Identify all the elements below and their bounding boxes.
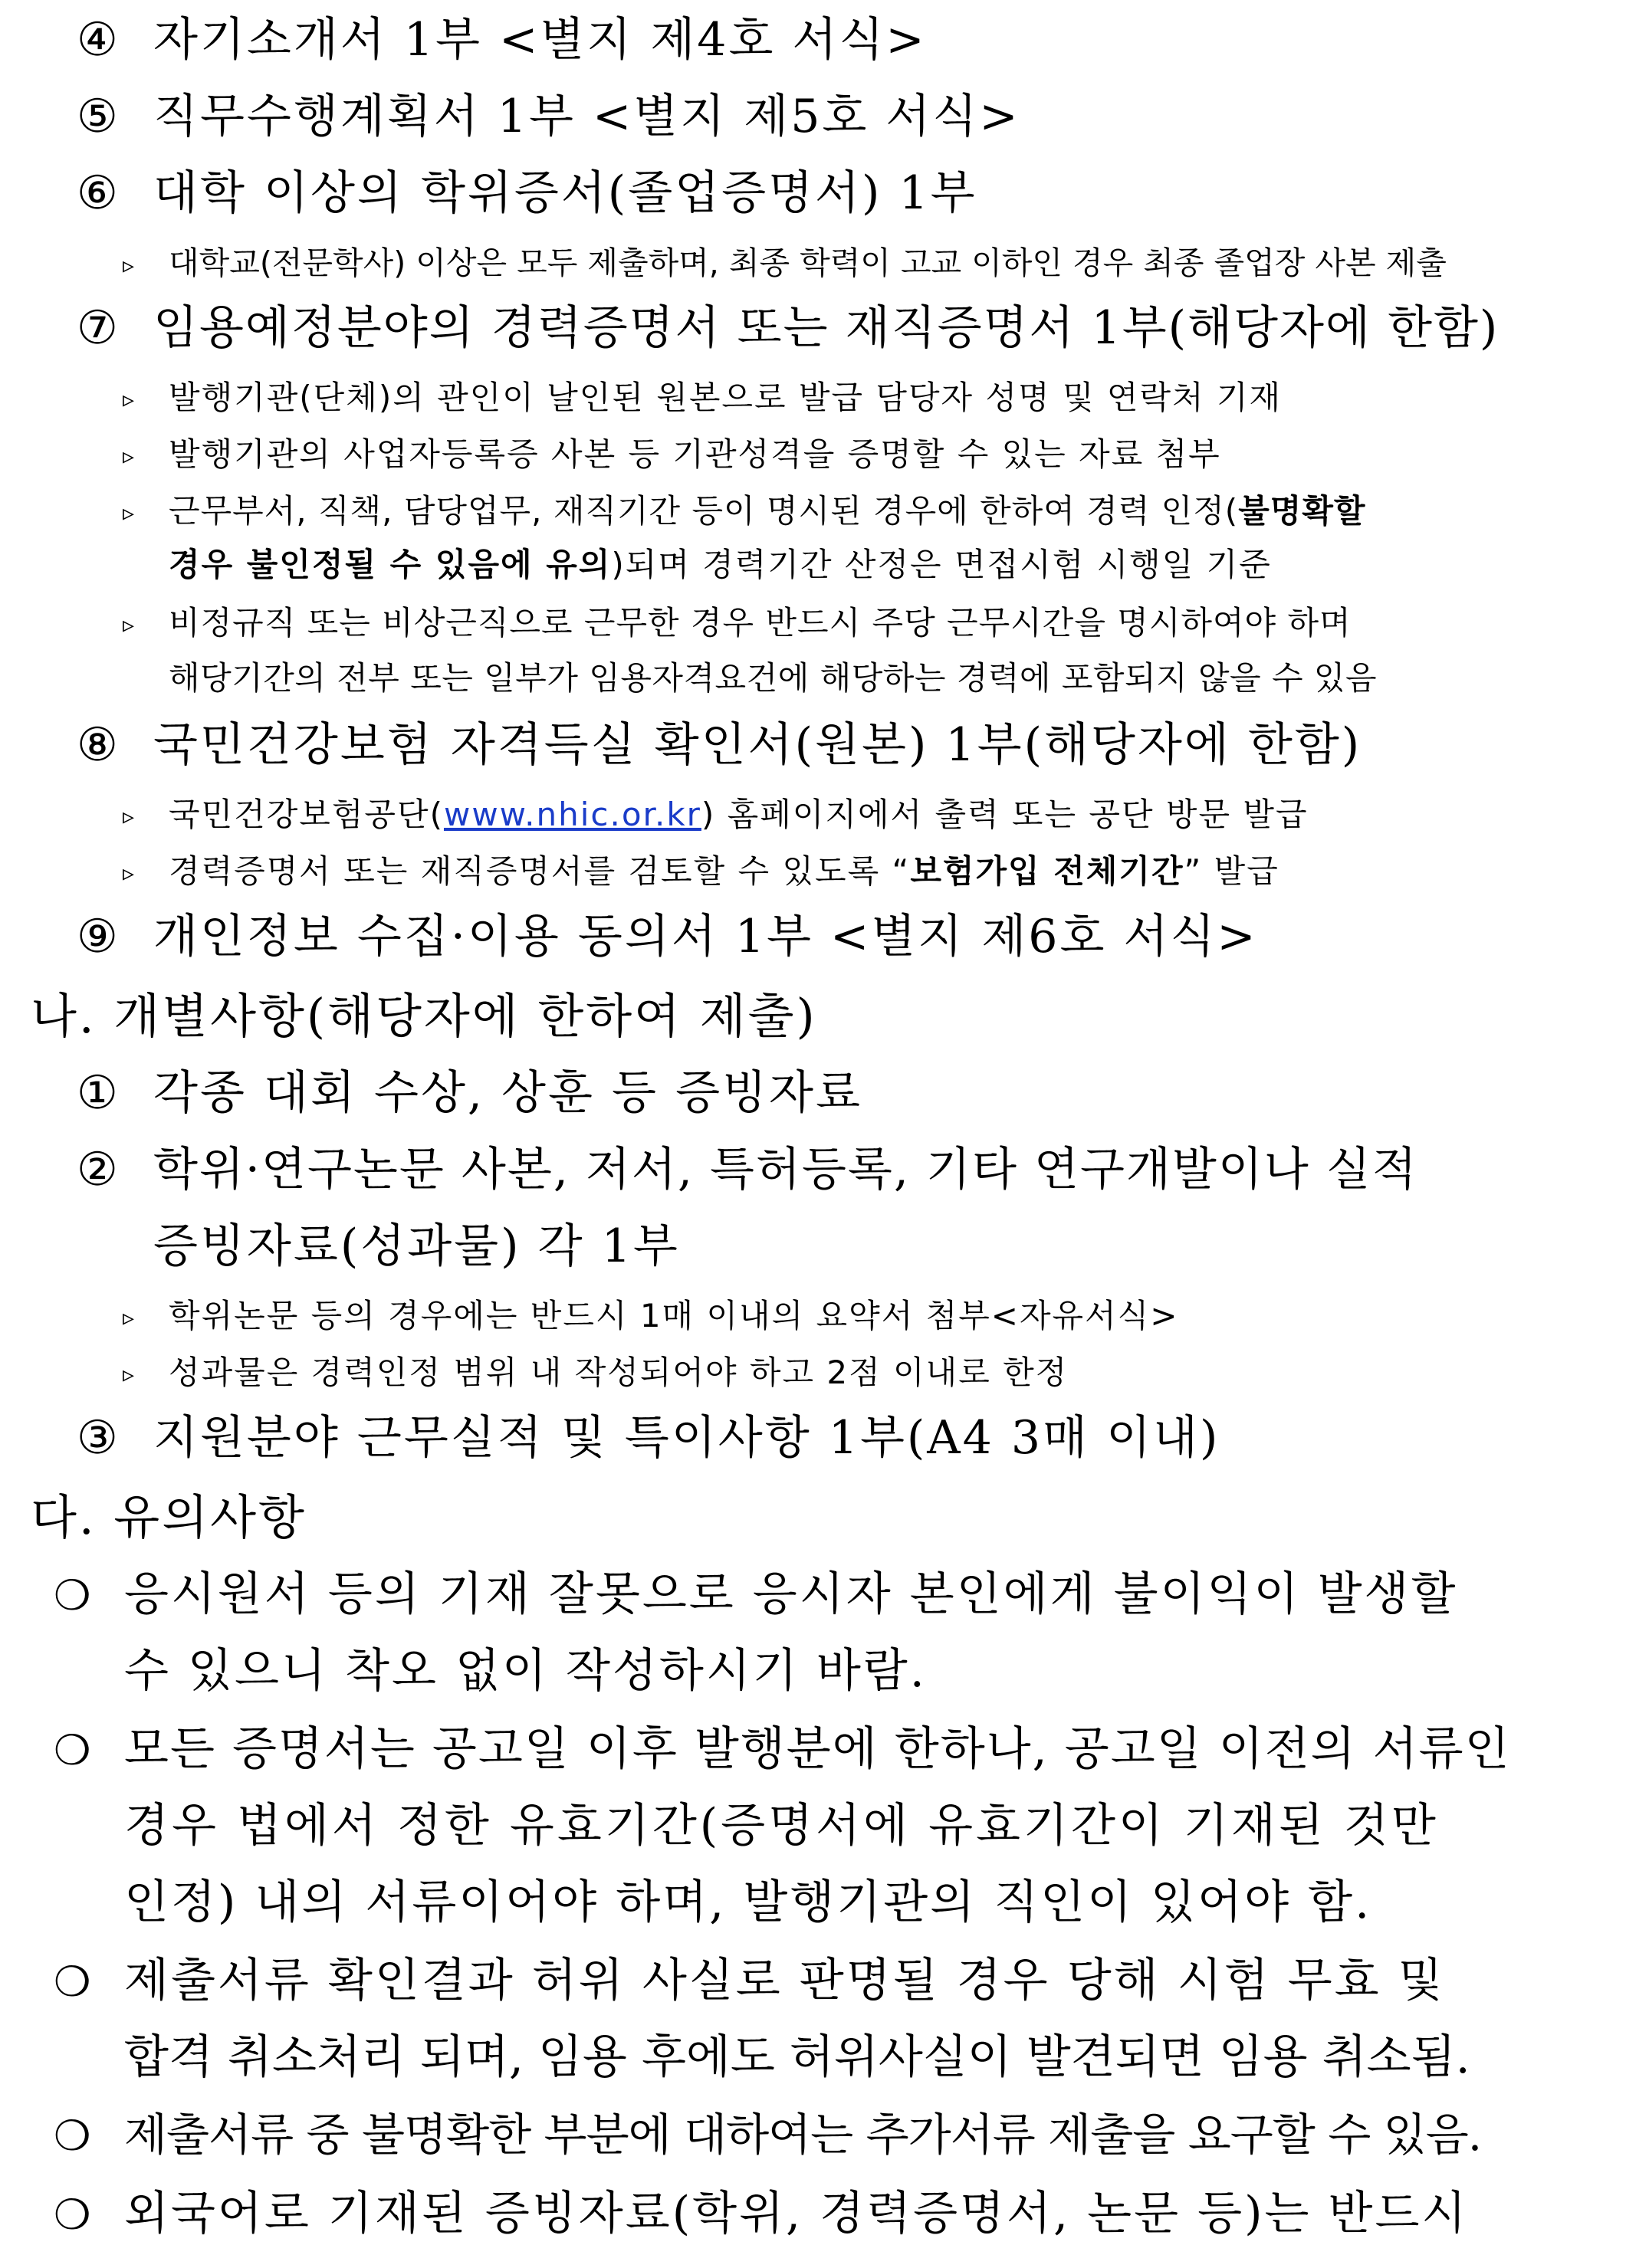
item-text: 학위·연구논문 사본, 저서, 특허등록, 기타 연구개발이나 실적 [153, 1143, 1418, 1196]
item-text: 개인정보 수집·이용 동의서 1부 <별지 제6호 서식> [153, 910, 1258, 963]
triangle-bullet-icon: ▹ [123, 803, 136, 830]
circle-bullet-icon: ❍ [54, 1958, 94, 2006]
list-item-7 [77, 291, 1499, 357]
note-line: ▹ 발행기관(단체)의 관인이 날인된 원본으로 발급 담당자 성명 및 연락처 기재 [123, 379, 1283, 416]
item-marker: ⑥ [77, 166, 120, 220]
section-heading-na: 나. 개별사항(해당자에 한하여 제출) [31, 988, 817, 1044]
triangle-bullet-icon: ▹ [123, 443, 136, 470]
list-item-2-cont: 증빙자료(성과물) 각 1부 [153, 1219, 680, 1273]
notice-bullet-5: ❍ 외국어로 기재된 증빙자료(학위, 경력증명서, 논문 등)는 반드시 [54, 2187, 1469, 2240]
list-item-9 [77, 900, 1258, 966]
circle-bullet-icon: ❍ [54, 1726, 93, 1774]
list-item-1 [77, 1056, 862, 1122]
triangle-bullet-icon: ▹ [123, 386, 136, 413]
note-line: ▹ 근무부서, 직책, 담당업무, 재직기간 등이 명시된 경우에 한하여 경력 인정(불명확할 [123, 492, 1366, 530]
list-item-3 [77, 1401, 1220, 1467]
list-item-4 [77, 3, 927, 69]
note-line: 경우 불인정될 수 있음에 유의)되며 경력기간 산정은 면접시험 시행일 기준 [169, 546, 1272, 583]
item-marker: ⑧ [77, 718, 120, 772]
notice-bullet-1: ❍ 응시원서 등의 기재 잘못으로 응시자 본인에게 불이익이 발생할 [54, 1567, 1458, 1621]
item-text: 직무수행계획서 1부 <별지 제5호 서식> [153, 90, 1020, 143]
item-marker: ① [77, 1066, 120, 1120]
note-line: ▹ 학위논문 등의 경우에는 반드시 1매 이내의 요약서 첨부<자유서식> [123, 1297, 1179, 1334]
item-marker: ⑨ [77, 910, 120, 963]
triangle-bullet-icon: ▹ [123, 612, 136, 638]
item-text: 각종 대회 수상, 상훈 등 증빙자료 [153, 1066, 862, 1120]
item-marker: ⑤ [77, 90, 120, 143]
list-item-6 [77, 156, 977, 222]
notice-bullet-4: ❍ 제출서류 중 불명확한 부분에 대하여는 추가서류 제출을 요구할 수 있음. [54, 2109, 1482, 2161]
triangle-bullet-icon: ▹ [123, 251, 135, 279]
nhic-link[interactable]: www.nhic.or.kr [443, 796, 701, 833]
item-marker: ② [77, 1143, 120, 1196]
circle-bullet-icon: ❍ [54, 2191, 94, 2239]
note-line: ▹ 국민건강보험공단(www.nhic.or.kr) 홈페이지에서 출력 또는 공단 방문 발급 [123, 796, 1309, 833]
list-item-8 [77, 708, 1362, 774]
note-line: ▹ 비정규직 또는 비상근직으로 근무한 경우 반드시 주당 근무시간을 명시하여야 하며 [123, 604, 1352, 642]
notice-bullet-3-cont: 합격 취소처리 되며, 임용 후에도 허위사실이 발견되면 임용 취소됨. [124, 2030, 1470, 2084]
item-text: 자기소개서 1부 <별지 제4호 서식> [153, 13, 927, 67]
triangle-bullet-icon: ▹ [123, 500, 136, 527]
item-marker: ④ [77, 13, 120, 67]
list-item-2 [77, 1133, 1418, 1199]
note-line: ▹ 성과물은 경력인정 범위 내 작성되어야 하고 2점 이내로 한정 [123, 1354, 1069, 1391]
notice-bullet-2-cont: 경우 법에서 정한 유효기간(증명서에 유효기간이 기재된 것만 [124, 1799, 1439, 1853]
note-line: 해당기간의 전부 또는 일부가 임용자격요건에 해당하는 경력에 포함되지 않을 수 있음 [169, 659, 1378, 697]
triangle-bullet-icon: ▹ [123, 860, 136, 887]
notice-bullet-2-cont2: 인정) 내의 서류이어야 하며, 발행기관의 직인이 있어야 함. [124, 1876, 1372, 1929]
notice-bullet-1-cont: 수 있으니 착오 없이 작성하시기 바람. [124, 1644, 927, 1698]
item-text: 임용예정분야의 경력증명서 또는 재직증명서 1부(해당자에 한함) [153, 301, 1500, 355]
circle-bullet-icon: ❍ [54, 1571, 94, 1620]
triangle-bullet-icon: ▹ [123, 1361, 136, 1388]
item-text: 지원분야 근무실적 및 특이사항 1부(A4 3매 이내) [153, 1411, 1220, 1465]
item-marker: ⑦ [77, 301, 120, 355]
circle-bullet-icon: ❍ [54, 2112, 90, 2160]
notice-bullet-2: ❍ 모든 증명서는 공고일 이후 발행분에 한하나, 공고일 이전의 서류인 [54, 1722, 1511, 1776]
note-line: ▹ 대학교(전문학사) 이상은 모두 제출하며, 최종 학력이 고교 이하인 경우 최종 졸업장 사본 제출 [123, 245, 1447, 281]
item-marker: ③ [77, 1411, 120, 1465]
note-line: ▹ 경력증명서 또는 재직증명서를 검토할 수 있도록 “보험가입 전체기간” 발급 [123, 852, 1279, 890]
note-line: ▹ 발행기관의 사업자등록증 사본 등 기관성격을 증명할 수 있는 자료 첨부 [123, 435, 1221, 473]
triangle-bullet-icon: ▹ [123, 1305, 136, 1331]
notice-bullet-3: ❍ 제출서류 확인결과 허위 사실로 판명될 경우 당해 시험 무효 및 [54, 1954, 1445, 2007]
item-text: 국민건강보험 자격득실 확인서(원본) 1부(해당자에 한함) [153, 718, 1362, 772]
section-heading-da: 다. 유의사항 [31, 1489, 307, 1545]
item-text: 대학 이상의 학위증서(졸업증명서) 1부 [153, 166, 977, 220]
list-item-5 [77, 80, 1020, 146]
